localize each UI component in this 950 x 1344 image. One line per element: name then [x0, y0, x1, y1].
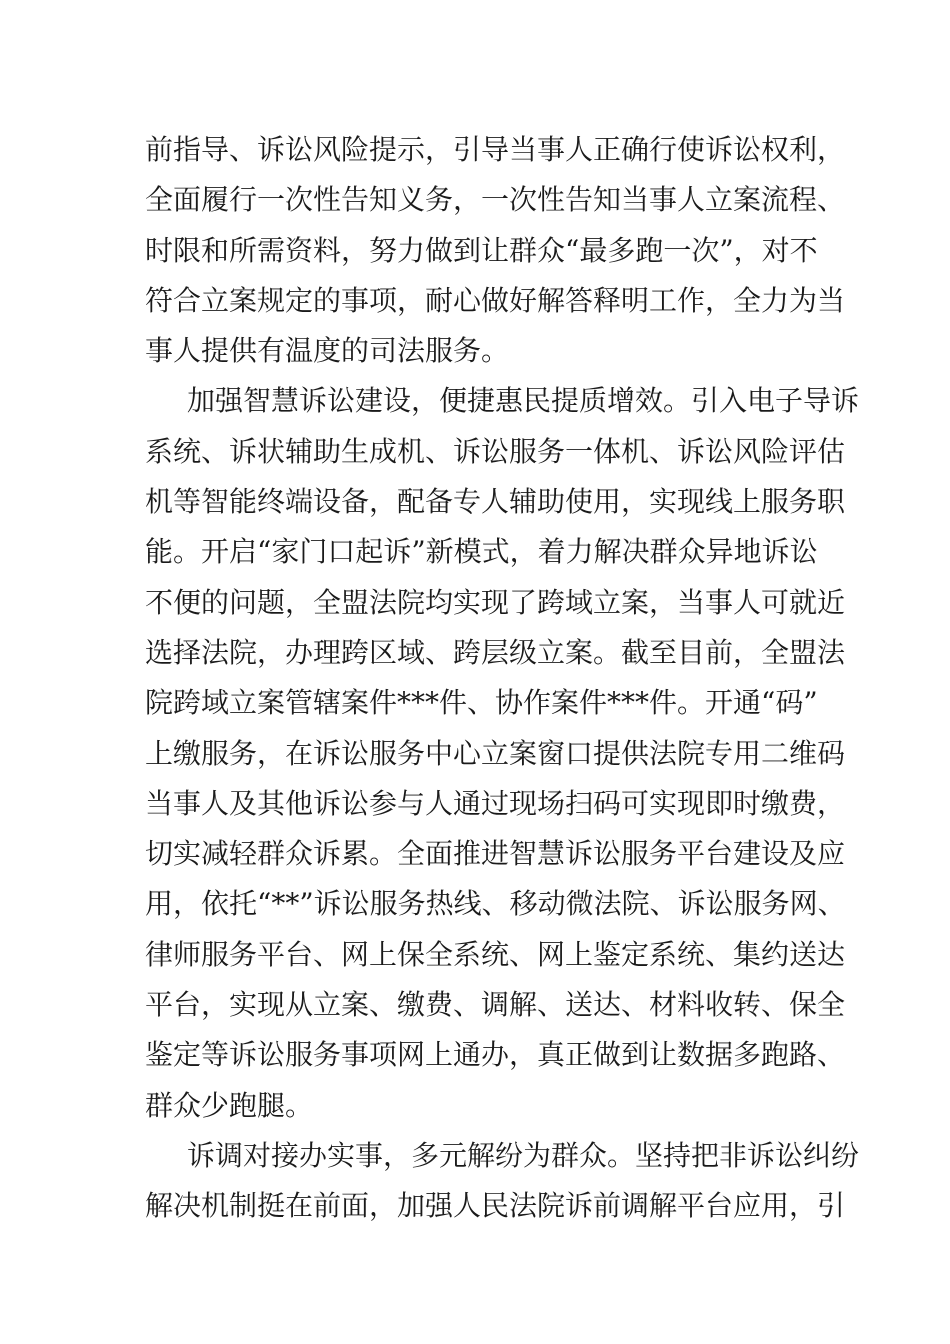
text-line: 系统、诉状辅助生成机、诉讼服务一体机、诉讼风险评估: [145, 434, 846, 468]
text-line: 切实减轻群众诉累。全面推进智慧诉讼服务平台建设及应: [145, 837, 846, 871]
text-line: 平台，实现从立案、缴费、调解、送达、材料收转、保全: [145, 988, 846, 1022]
text-line: 院跨域立案管辖案件***件、协作案件***件。开通“码”: [145, 686, 818, 720]
text-line: 全面履行一次性告知义务，一次性告知当事人立案流程、: [145, 183, 846, 217]
document-body: [145, 125, 860, 1232]
text-line: 不便的问题，全盟法院均实现了跨域立案，当事人可就近: [145, 585, 846, 619]
text-line: 机等智能终端设备，配备专人辅助使用，实现线上服务职: [145, 485, 846, 519]
text-line: 用，依托“**”诉讼服务热线、移动微法院、诉讼服务网、: [145, 887, 846, 921]
text-line: 群众少跑腿。: [145, 1088, 314, 1122]
text-line: 上缴服务，在诉讼服务中心立案窗口提供法院专用二维码: [145, 736, 846, 770]
text-line: 当事人及其他诉讼参与人通过现场扫码可实现即时缴费，: [145, 786, 846, 820]
text-line: 符合立案规定的事项，耐心做好解答释明工作，全力为当: [145, 283, 846, 317]
paragraph-first-line: 诉调对接办实事，多元解纷为群众。坚持把非诉讼纠纷: [187, 1138, 860, 1172]
text-line: 选择法院，办理跨区域、跨层级立案。截至目前，全盟法: [145, 635, 846, 669]
text-line: 事人提供有温度的司法服务。: [145, 334, 510, 368]
text-line: 律师服务平台、网上保全系统、网上鉴定系统、集约送达: [145, 937, 846, 971]
text-line: 能。开启“家门口起诉”新模式，着力解决群众异地诉讼: [145, 535, 818, 569]
text-line: 鉴定等诉讼服务事项网上通办，真正做到让数据多跑路、: [145, 1038, 846, 1072]
text-line: 时限和所需资料，努力做到让群众“最多跑一次”，对不: [145, 233, 818, 267]
paragraph-first-line: 加强智慧诉讼建设，便捷惠民提质增效。引入电子导诉: [187, 384, 860, 418]
text-line: 前指导、诉讼风险提示，引导当事人正确行使诉讼权利，: [145, 133, 846, 166]
text-line: 解决机制挺在前面，加强人民法院诉前调解平台应用，引: [145, 1189, 846, 1223]
